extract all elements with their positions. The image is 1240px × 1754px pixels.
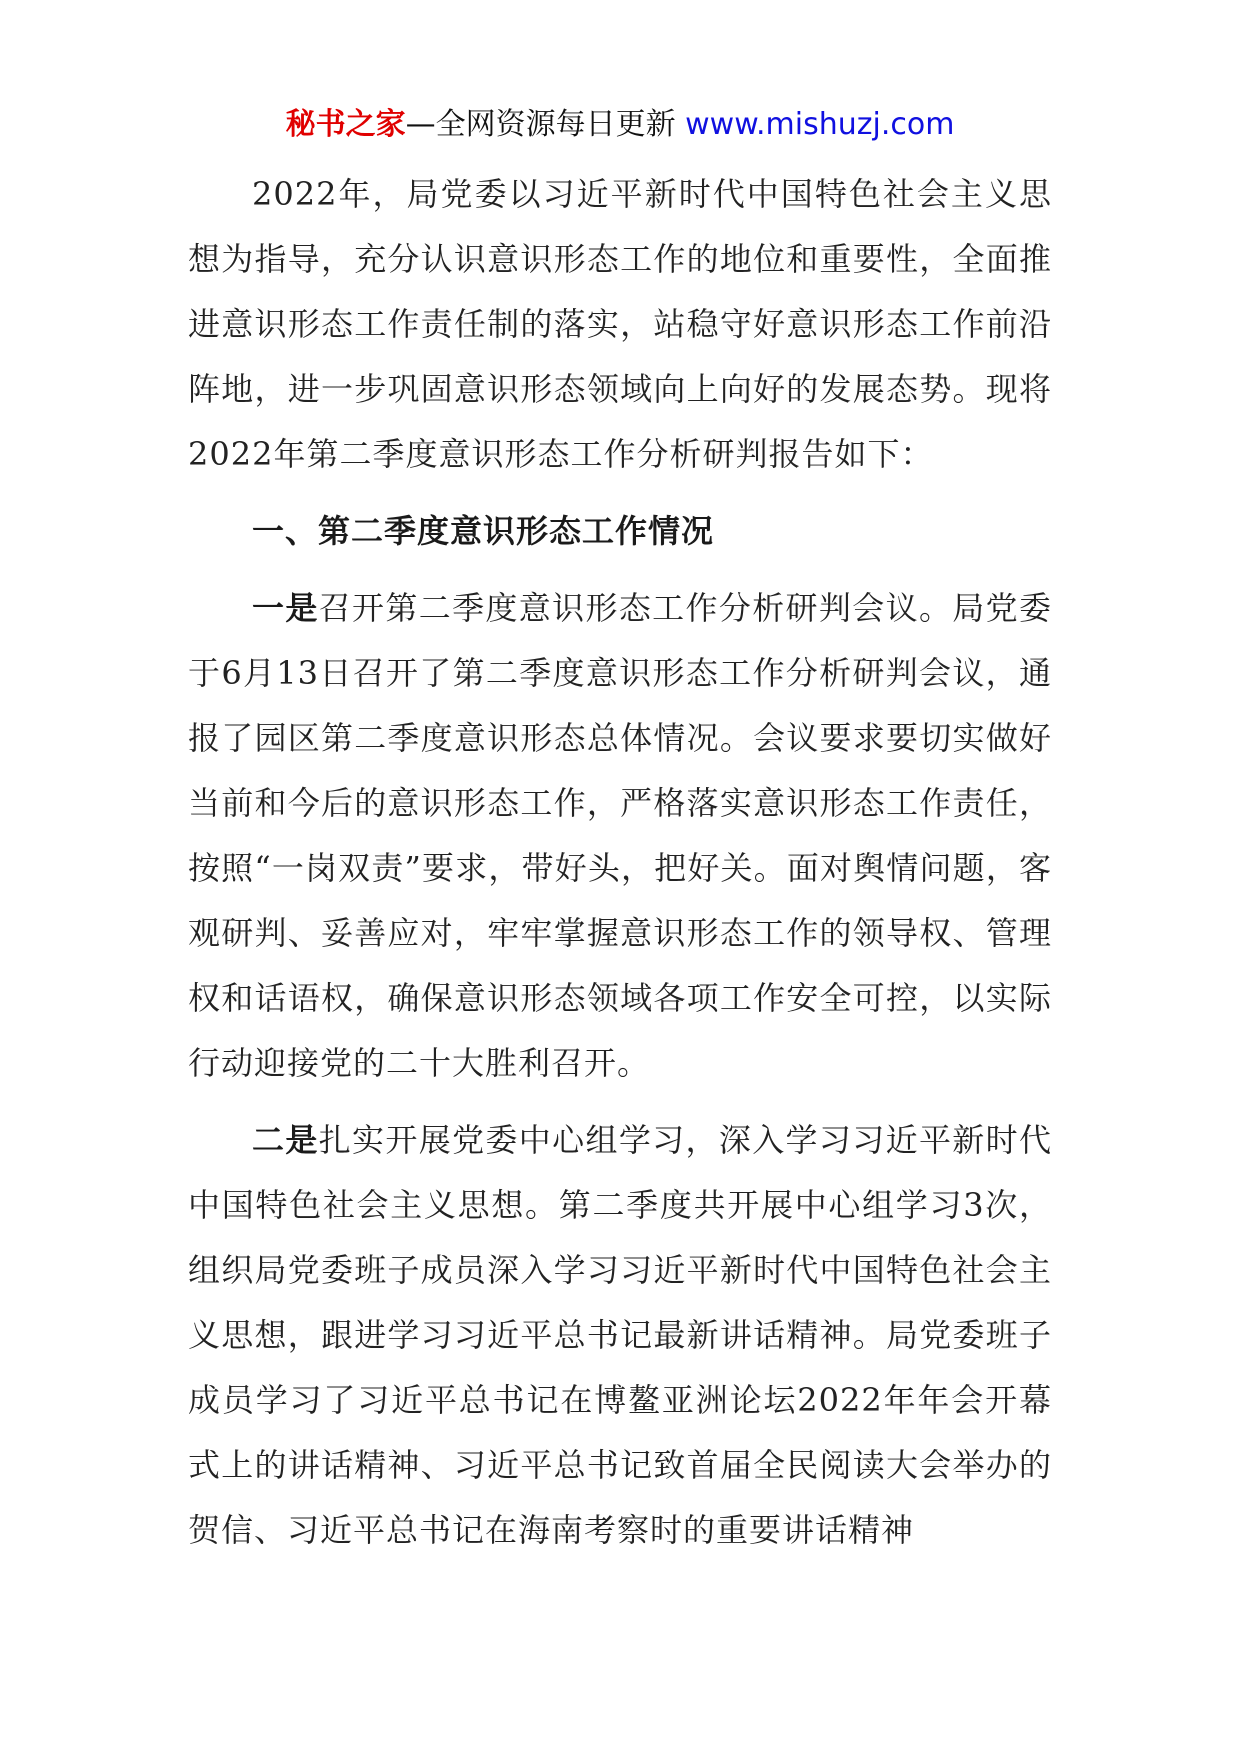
item-two-lead: 二是	[252, 1121, 319, 1159]
item-two-text: 扎实开展党委中心组学习，深入学习习近平新时代中国特色社会主义思想。第二季度共开展中心组学习3次，组织局党委班子成员深入学习习近平新时代中国特色社会主义思想，跟进学习习近平总书记最新讲话精神。局党委班子成员学习了习近平总书记在博鳌亚洲论坛2022年年会开幕式上的讲话精神、习近平总书记致首届全民阅读大会举办的贺信、习近平总书记在海南考察时的重要讲话精神	[188, 1121, 1052, 1549]
brand-name: 秘书之家	[285, 107, 406, 142]
item-one-text: 召开第二季度意识形态工作分析研判会议。局党委于6月13日召开了第二季度意识形态工作分析研判会议，通报了园区第二季度意识形态总体情况。会议要求要切实做好当前和今后的意识形态工作，严格落实意识形态工作责任，按照“一岗双责”要求，带好头，把好关。面对舆情问题，客观研判、妥善应对，牢牢掌握意识形态工作的领导权、管理权和话语权，确保意识形态领域各项工作安全可控，以实际行动迎接党的二十大胜利召开。	[188, 589, 1052, 1082]
section-heading: 一、第二季度意识形态工作情况	[252, 512, 715, 550]
document-body	[188, 162, 1052, 1563]
header-tagline: 全网资源每日更新	[435, 107, 676, 142]
website-link[interactable]: www.mishuzj.com	[685, 107, 955, 142]
page-header	[0, 100, 1240, 150]
intro-paragraph: 2022年，局党委以习近平新时代中国特色社会主义思想为指导，充分认识意识形态工作的地位和重要性，全面推进意识形态工作责任制的落实，站稳守好意识形态工作前沿阵地，进一步巩固意识形态领域向上向好的发展态势。现将2022年第二季度意识形态工作分析研判报告如下：	[188, 175, 1052, 473]
item-one-paragraph	[188, 576, 1052, 1096]
header-dash: —	[405, 107, 436, 142]
item-two-paragraph	[188, 1108, 1052, 1563]
item-one-lead: 一是	[252, 589, 319, 627]
